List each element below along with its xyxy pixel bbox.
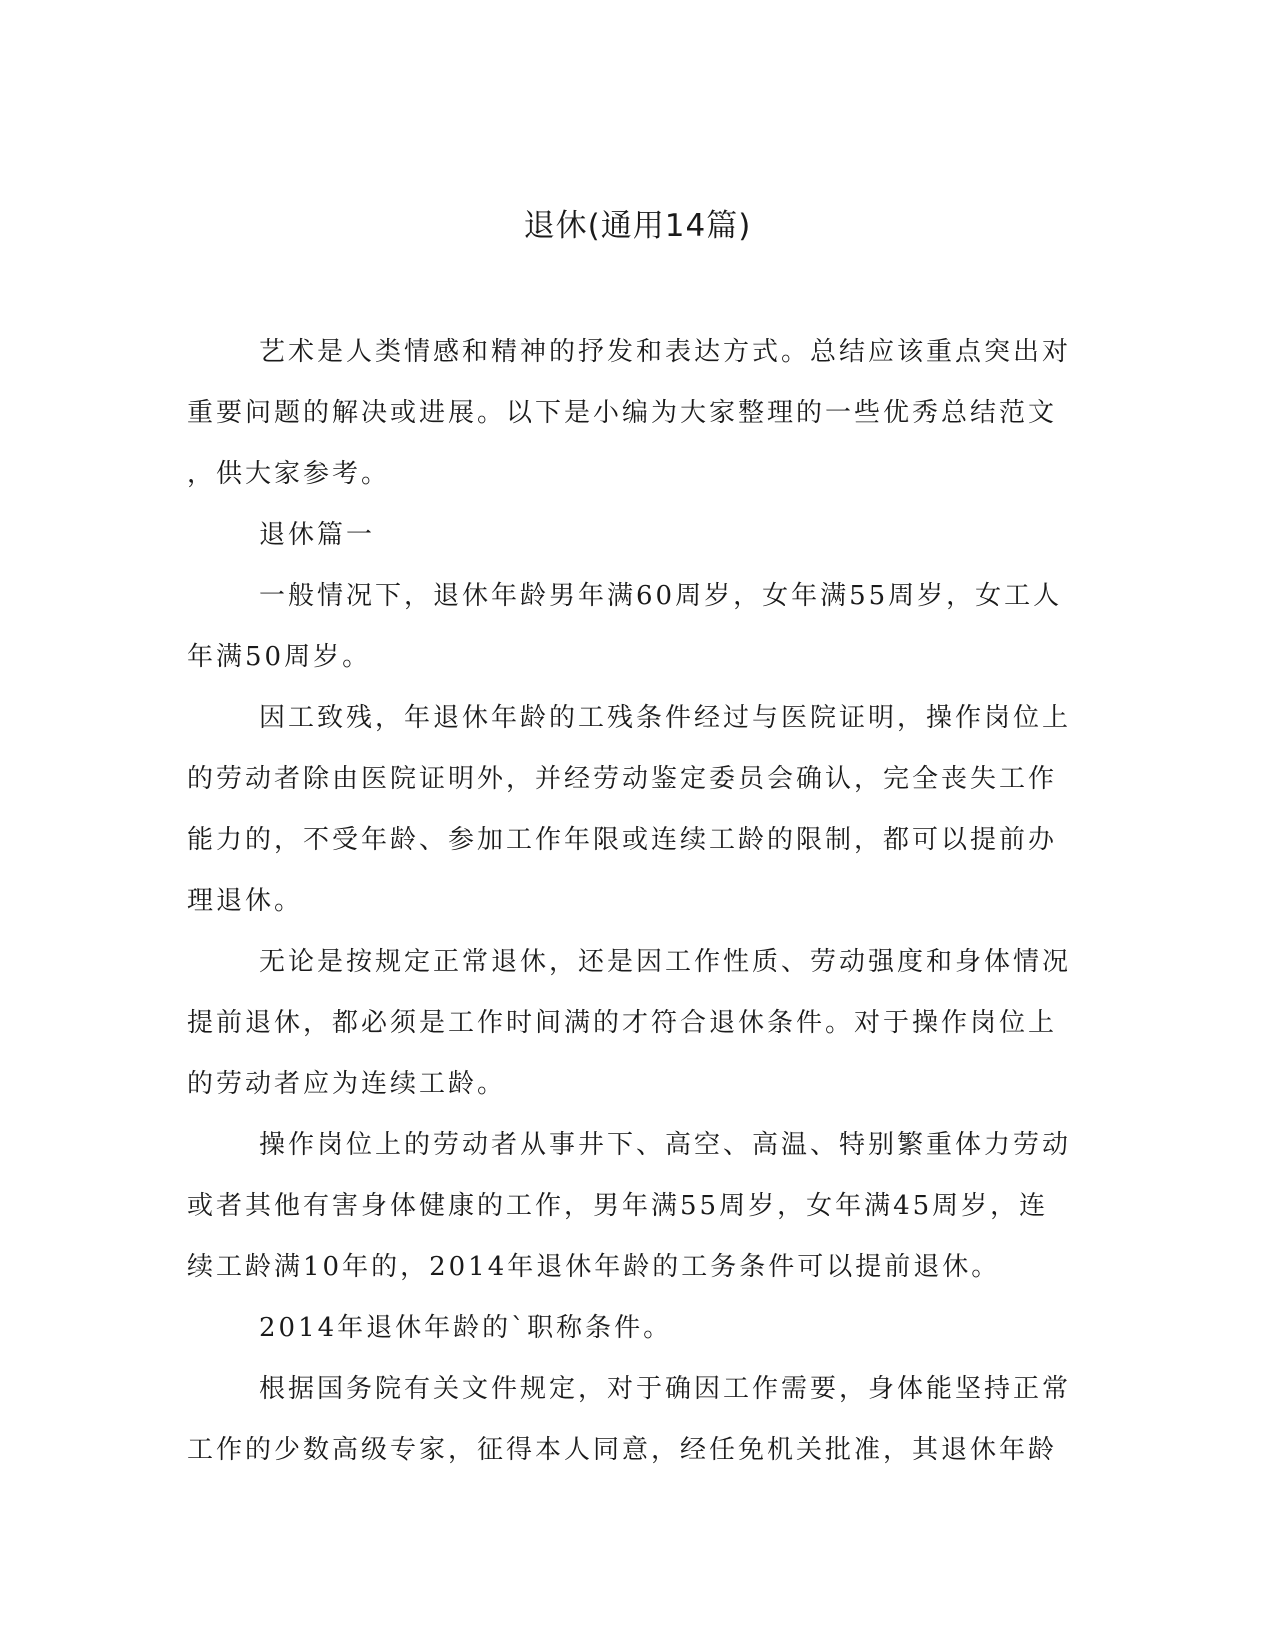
text-line: 的劳动者应为连续工龄。 [187, 1069, 507, 1099]
text-line: 2014年退休年龄的`职称条件。 [259, 1313, 673, 1343]
document-body [187, 322, 1072, 1481]
paragraph [187, 566, 1067, 688]
text-line: 续工龄满10年的，2014年退休年龄的工务条件可以提前退休。 [187, 1252, 1001, 1282]
paragraph [187, 1359, 1072, 1481]
text-line: 操作岗位上的劳动者从事井下、高空、高温、特别繁重体力劳动 [259, 1130, 1072, 1160]
text-line: 因工致残，年退休年龄的工残条件经过与医院证明，操作岗位上 [259, 703, 1072, 733]
paragraph [187, 322, 1072, 505]
text-line: 理退休。 [187, 886, 304, 916]
text-line: 年满50周岁。 [187, 642, 372, 672]
text-line: 根据国务院有关文件规定，对于确因工作需要，身体能坚持正常 [259, 1374, 1072, 1404]
text-line: ，供大家参考。 [187, 459, 391, 489]
text-line: 一般情况下，退休年龄男年满60周岁，女年满55周岁，女工人 [259, 581, 1063, 611]
paragraph [187, 1298, 1067, 1359]
paragraph [187, 688, 1072, 932]
text-line: 提前退休，都必须是工作时间满的才符合退休条件。对于操作岗位上 [187, 1008, 1058, 1038]
paragraph [187, 932, 1072, 1115]
text-line: 艺术是人类情感和精神的抒发和表达方式。总结应该重点突出对 [259, 337, 1072, 367]
text-line: 无论是按规定正常退休，还是因工作性质、劳动强度和身体情况 [259, 947, 1072, 977]
text-line: 或者其他有害身体健康的工作，男年满55周岁，女年满45周岁，连 [187, 1191, 1049, 1221]
text-line: 能力的，不受年龄、参加工作年限或连续工龄的限制，都可以提前办 [187, 825, 1058, 855]
document-title: 退休(通用14篇) [523, 208, 752, 244]
paragraph [187, 1115, 1072, 1298]
text-line: 工作的少数高级专家，征得本人同意，经任免机关批准，其退休年龄 [187, 1435, 1058, 1465]
text-line: 重要问题的解决或进展。以下是小编为大家整理的一些优秀总结范文 [187, 398, 1058, 428]
section-heading [187, 505, 1067, 566]
text-line: 的劳动者除由医院证明外，并经劳动鉴定委员会确认，完全丧失工作 [187, 764, 1058, 794]
text-line: 退休篇一 [259, 520, 376, 550]
